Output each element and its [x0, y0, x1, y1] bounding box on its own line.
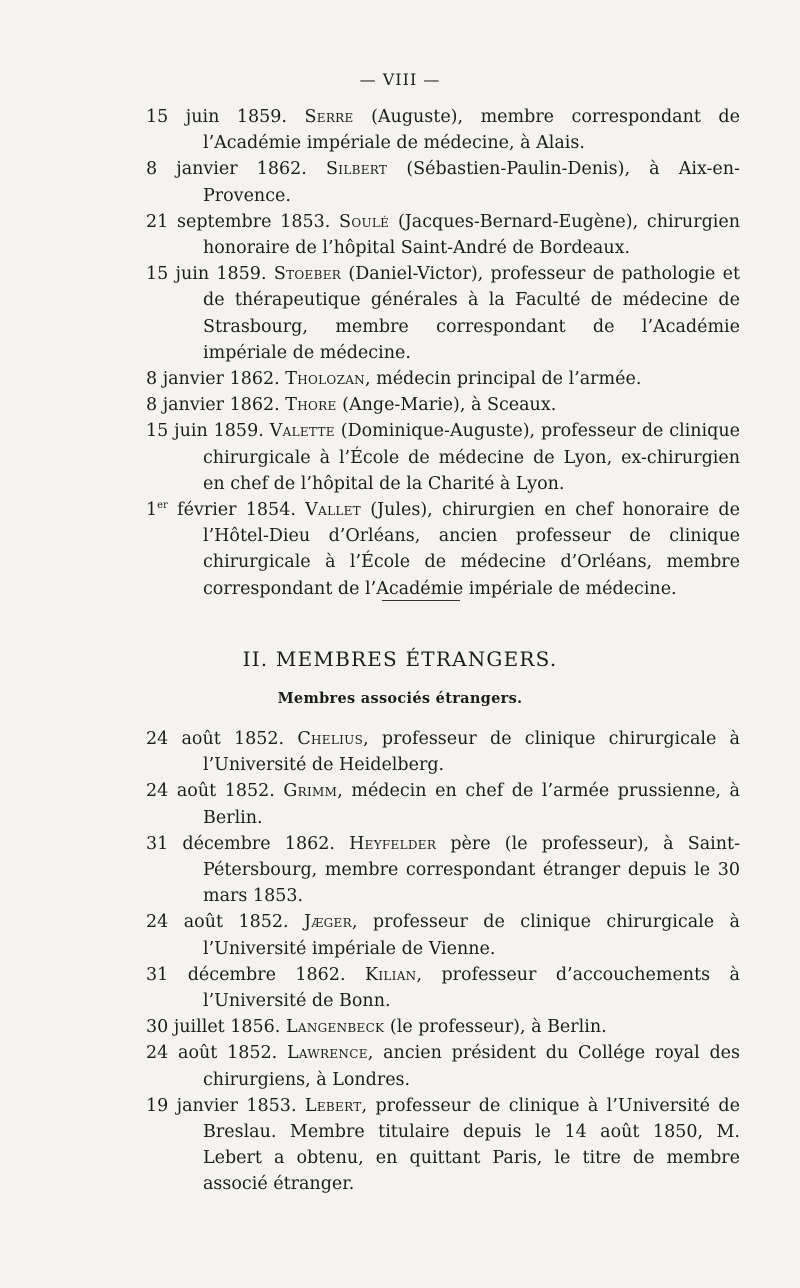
- entry-text: , professeur d’accouchements à l’Université de Bonn.: [203, 964, 740, 1012]
- entry-serre: [146, 104, 740, 156]
- entry-text: , professeur de clinique à l’Université de Breslau. Membre titulaire depuis le 14 août 1850, M. Lebert a obtenu, en quittant Paris, le titre de membre associé étranger.: [203, 1095, 740, 1195]
- entry-heyfelder: [146, 831, 740, 910]
- entry-date: 24 août 1852.: [146, 1043, 278, 1064]
- entry-text: (Jules), chirurgien en chef honoraire de l’Hôtel-Dieu d’Orléans, ancien professeur de clinique chirurgicale à l’École de médecine d’Orléans, membre correspondant de l’Académie impériale de médecine.: [203, 500, 740, 599]
- entry-name: Jæger: [304, 912, 352, 933]
- entries-list-french-members: [146, 104, 740, 602]
- entry-kilian: [146, 962, 740, 1014]
- entry-name: Grimm: [283, 781, 338, 802]
- entry-text: (Auguste), membre correspondant de l’Académie impériale de médecine, à Alais.: [203, 107, 740, 154]
- entry-name: Chelius: [297, 729, 364, 749]
- entry-date-sup: er: [157, 500, 168, 512]
- entry-date-day: 1: [146, 500, 158, 521]
- entry-name: Silbert: [326, 159, 388, 180]
- entry-chelius: [146, 726, 740, 778]
- entry-silbert: [146, 156, 740, 208]
- entry-soule: [146, 209, 740, 261]
- entry-name: Tholozan: [285, 369, 365, 390]
- entry-date: 31 décembre 1862.: [146, 833, 335, 854]
- entry-date: 8 janvier 1862.: [146, 369, 280, 390]
- entry-text: (Dominique-Auguste), professeur de clinique chirurgicale à l’École de médecine de Lyon, ex-chirurgien en chef de l’hôpital de la Charité à Lyon.: [203, 421, 740, 494]
- entry-date: 15 juin 1859.: [146, 107, 287, 127]
- entry-name: Thore: [285, 395, 337, 416]
- entry-text: (Sébastien-Paulin-Denis), à Aix-en-Provence.: [203, 159, 740, 206]
- page-number: — VIII —: [359, 70, 441, 89]
- entry-text: , médecin principal de l’armée.: [364, 369, 642, 390]
- entry-name: Kilian: [364, 964, 417, 985]
- entry-date: 30 juillet 1856.: [146, 1017, 281, 1038]
- entry-name: Heyfelder: [349, 833, 437, 854]
- entry-text: , médecin en chef de l’armée prussienne, à Berlin.: [203, 781, 740, 828]
- entry-thore: [146, 392, 740, 418]
- entry-date-rest: février 1854.: [167, 500, 296, 521]
- entry-text: , ancien président du Collége royal des chirurgiens, à Londres.: [203, 1043, 740, 1090]
- entries-list-foreign-members: [146, 726, 740, 1198]
- entry-date: 24 août 1852.: [146, 912, 289, 933]
- entry-text: (le professeur), à Berlin.: [389, 1017, 607, 1038]
- entry-name: Lawrence: [287, 1043, 368, 1064]
- entry-date: 24 août 1852.: [146, 729, 285, 749]
- entry-valette: [146, 418, 740, 497]
- entry-text: père (le professeur), à Saint-Pétersbourg, membre correspondant étranger depuis le 30 mars 1853.: [203, 833, 740, 907]
- entry-vallet: [146, 497, 740, 602]
- entry-name: Vallet: [305, 500, 361, 521]
- entry-name: Valette: [269, 421, 335, 442]
- entry-date: 15 juin 1859.: [146, 421, 264, 442]
- entry-name: Soulé: [339, 211, 390, 232]
- entry-jaeger: [146, 909, 740, 961]
- entry-text: , professeur de clinique chirurgicale à l’Université impériale de Vienne.: [203, 912, 740, 959]
- entry-date: 24 août 1852.: [146, 781, 275, 802]
- entry-lebert: [146, 1093, 740, 1198]
- entry-date: 19 janvier 1853.: [146, 1095, 297, 1116]
- entry-name: Serre: [304, 107, 354, 127]
- entry-langenbeck: [146, 1014, 740, 1040]
- subsection-title: Membres associés étrangers.: [277, 690, 523, 707]
- entry-text: (Daniel-Victor), professeur de pathologie et de thérapeutique générales à la Faculté de médecine de Strasbourg, membre correspondant de l’Académie impériale de médecine.: [203, 264, 740, 363]
- entry-name: Langenbeck: [285, 1017, 385, 1038]
- entry-lawrence: [146, 1040, 740, 1092]
- entry-date: 31 décembre 1862.: [146, 964, 346, 985]
- entry-stoeber: [146, 261, 740, 366]
- entry-tholozan: [146, 366, 740, 392]
- entry-name: Lebert: [304, 1095, 362, 1116]
- section-divider: [382, 600, 460, 601]
- entry-date: 21 septembre 1853.: [146, 211, 331, 232]
- entry-date: 15 juin 1859.: [146, 264, 267, 285]
- section-title: II. MEMBRES ÉTRANGERS.: [242, 647, 558, 671]
- entry-grimm: [146, 778, 740, 830]
- entry-text: (Ange-Marie), à Sceaux.: [342, 395, 557, 416]
- entry-date: 8 janvier 1862.: [146, 159, 307, 180]
- entry-date: 8 janvier 1862.: [146, 395, 280, 416]
- entry-text: (Jacques-Bernard-Eugène), chirurgien honoraire de l’hôpital Saint-André de Bordeaux.: [203, 211, 740, 259]
- entry-name: Stoeber: [273, 264, 342, 285]
- entry-text: , professeur de clinique chirurgicale à l’Université de Heidelberg.: [203, 729, 740, 776]
